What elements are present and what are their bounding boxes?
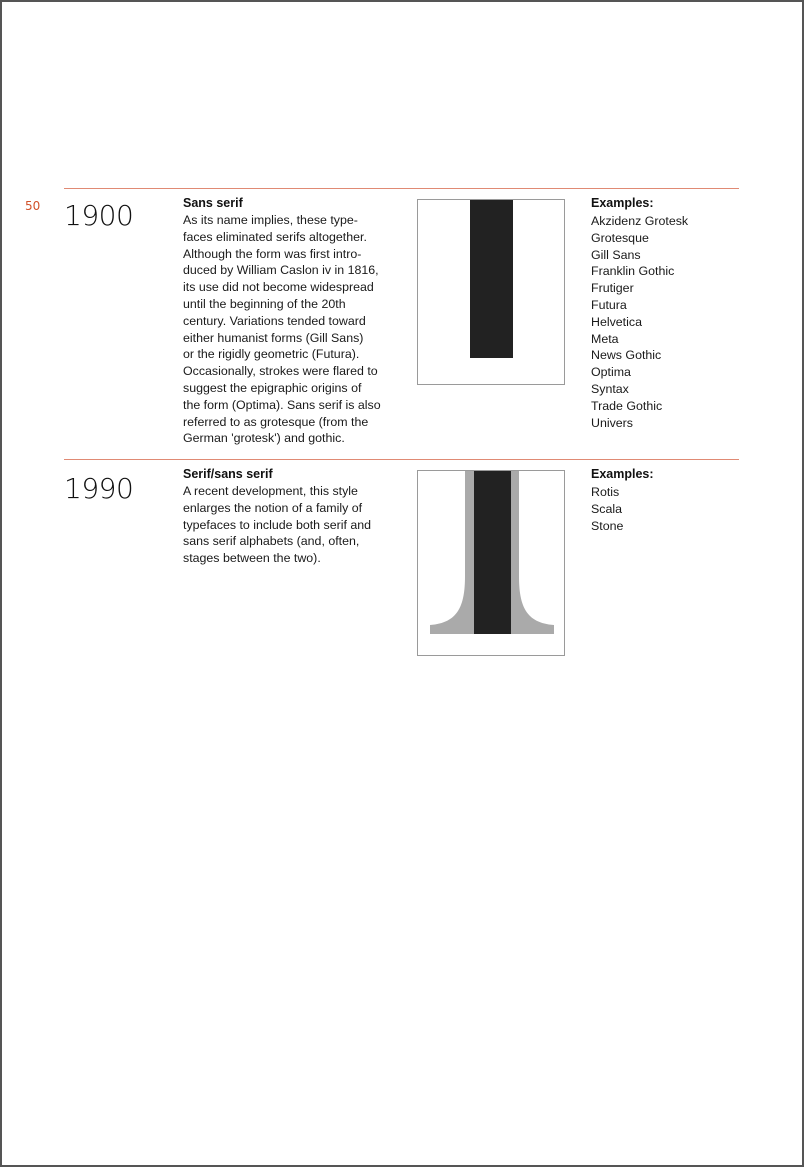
body-line: either humanist forms (Gill Sans) (183, 330, 364, 345)
body-line: enlarges the notion of a family of (183, 500, 363, 515)
body-line: suggest the epigraphic origins of (183, 380, 362, 395)
section-title: Serif/sans serif (183, 467, 273, 481)
example-item: Gill Sans (591, 247, 641, 262)
section-title: Sans serif (183, 196, 243, 210)
body-line: century. Variations tended toward (183, 313, 366, 328)
sans-serif-stem (474, 471, 511, 634)
example-item: Frutiger (591, 281, 634, 296)
example-item: Scala (591, 501, 622, 516)
section-divider (64, 188, 739, 189)
section-year: 1900 (64, 199, 134, 232)
example-item: Grotesque (591, 230, 649, 245)
body-line: sans serif alphabets (and, often, (183, 534, 360, 549)
body-line: typefaces to include both serif and (183, 517, 372, 532)
section-body (183, 212, 393, 447)
body-line: referred to as grotesque (from the (183, 414, 369, 429)
example-item: Syntax (591, 381, 629, 396)
sans-serif-stem (470, 200, 513, 358)
body-line: faces eliminated serifs altogether. (183, 229, 367, 244)
body-line: stages between the two). (183, 551, 321, 566)
body-line: its use did not become widespread (183, 280, 374, 295)
example-item: Franklin Gothic (591, 264, 675, 279)
example-item: Akzidenz Grotesk (591, 214, 689, 228)
examples-list (591, 484, 623, 534)
examples-heading: Examples: (591, 467, 654, 481)
examples-heading: Examples: (591, 196, 654, 210)
body-line: German 'grotesk') and gothic. (183, 431, 345, 446)
body-line: A recent development, this style (183, 484, 358, 498)
body-line: As its name implies, these type- (183, 213, 358, 227)
section-year: 1990 (64, 472, 134, 505)
body-line: Although the form was first intro- (183, 246, 362, 261)
example-item: Meta (591, 331, 619, 346)
page-number: 50 (25, 199, 41, 213)
body-line: until the beginning of the 20th (183, 296, 346, 311)
body-line: Occasionally, strokes were flared to (183, 364, 378, 379)
example-item: News Gothic (591, 348, 662, 363)
example-item: Trade Gothic (591, 398, 663, 413)
example-item: Stone (591, 518, 624, 533)
body-line: or the rigidly geometric (Futura). (183, 347, 360, 362)
body-line: the form (Optima). Sans serif is also (183, 397, 381, 412)
example-item: Futura (591, 297, 627, 312)
example-item: Optima (591, 365, 631, 380)
body-line: duced by William Caslon iv in 1816, (183, 263, 379, 278)
example-item: Rotis (591, 485, 620, 499)
examples-list (591, 213, 688, 431)
section-divider (64, 459, 739, 460)
example-item: Helvetica (591, 314, 642, 329)
sans-serif-diagram (417, 199, 565, 385)
serif-sans-serif-diagram (417, 470, 565, 656)
example-item: Univers (591, 415, 633, 430)
section-body (183, 483, 393, 567)
